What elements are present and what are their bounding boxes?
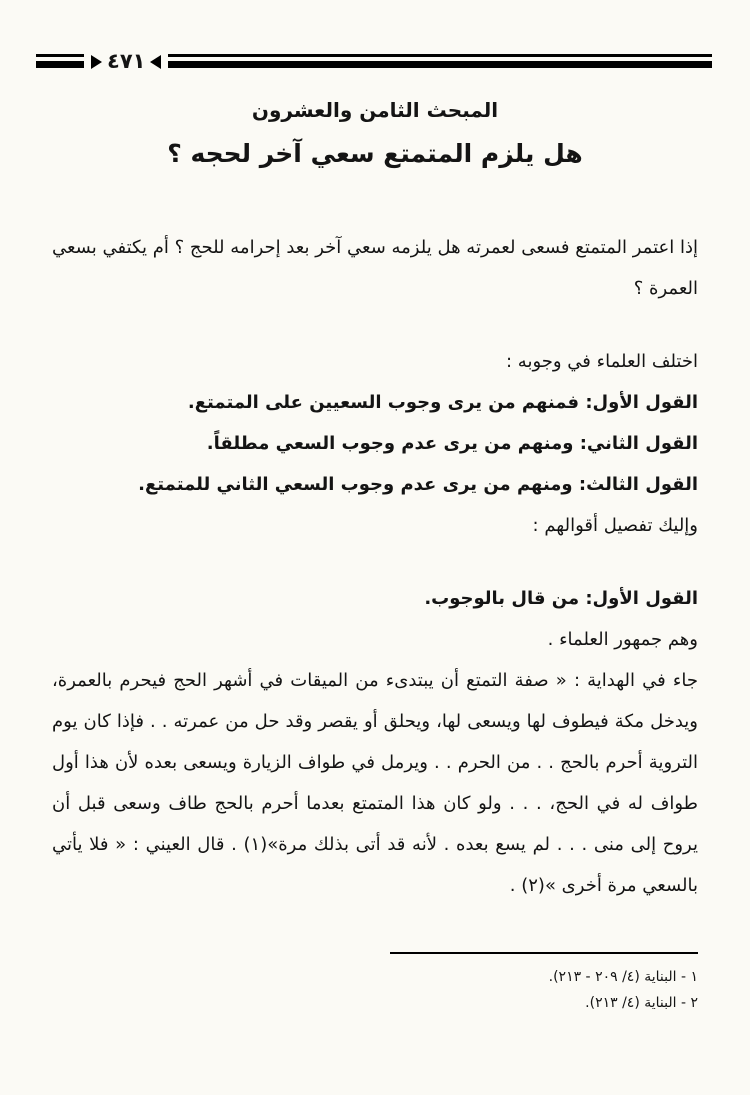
page-number-ornament-right-icon xyxy=(91,55,102,69)
paragraph-7: القول الأول: من قال بالوجوب. xyxy=(424,588,698,610)
footnotes-section xyxy=(52,952,698,1016)
paragraph-2: اختلف العلماء في وجوبه : xyxy=(506,351,698,373)
chapter-heading xyxy=(52,96,698,171)
paragraph-8: وهم جمهور العلماء . xyxy=(547,629,698,651)
footnote-list xyxy=(52,964,698,1016)
footnote-1: ١ - البناية (٤/ ٢٠٩ - ٢١٣). xyxy=(548,969,698,985)
chapter-subtitle: المبحث الثامن والعشرون xyxy=(251,98,499,122)
page-header xyxy=(36,49,712,73)
chapter-title: هل يلزم المتمتع سعي آخر لحجه ؟ xyxy=(167,139,583,168)
page-number xyxy=(84,48,168,75)
paragraph-1: إذا اعتمر المتمتع فسعى لعمرته هل يلزمه سعي آخر بعد إحرامه للحج ؟ أم يكتفي بسعي العمرة ؟ xyxy=(52,237,698,300)
footnote-separator xyxy=(390,952,698,954)
paragraph-6: وإليك تفصيل أقوالهم : xyxy=(532,515,698,537)
paragraph-5: القول الثالث: ومنهم من يرى عدم وجوب السعي الثاني للمتمتع. xyxy=(138,474,698,496)
paragraph-9: جاء في الهداية : « صفة التمتع أن يبتدىء من الميقات في أشهر الحج فيحرم بالعمرة، ويدخل مكة فيطوف لها ويسعى لها، ويحلق أو يقصر وقد حل من عمرته . . فإذا كان يوم التروية أحرم بالحج . . من الحرم . . ويرمل في طواف الزيارة ويسعى بعده لأن هذا أول طواف له في الحج، . . . ولو كان هذا المتمتع بعدما أحرم بالحج طاف وسعى قبل أن يروح إلى منى . . . لم يسع بعده . لأنه قد أتى بذلك مرة»(١) . قال العيني : « فلا يأتي بالسعي مرة أخرى »(٢) . xyxy=(52,670,698,897)
paragraph-3: القول الأول: فمنهم من يرى وجوب السعيين على المتمتع. xyxy=(187,392,698,414)
page-number-ornament-left-icon xyxy=(150,55,161,69)
page-number-text: ٤٧١ xyxy=(107,49,146,73)
page-content xyxy=(52,96,698,906)
footnote-2: ٢ - البناية (٤/ ٢١٣). xyxy=(585,995,698,1011)
paragraph-4: القول الثاني: ومنهم من يرى عدم وجوب السعي مطلقاً. xyxy=(206,433,698,455)
body-paragraphs xyxy=(52,227,698,906)
